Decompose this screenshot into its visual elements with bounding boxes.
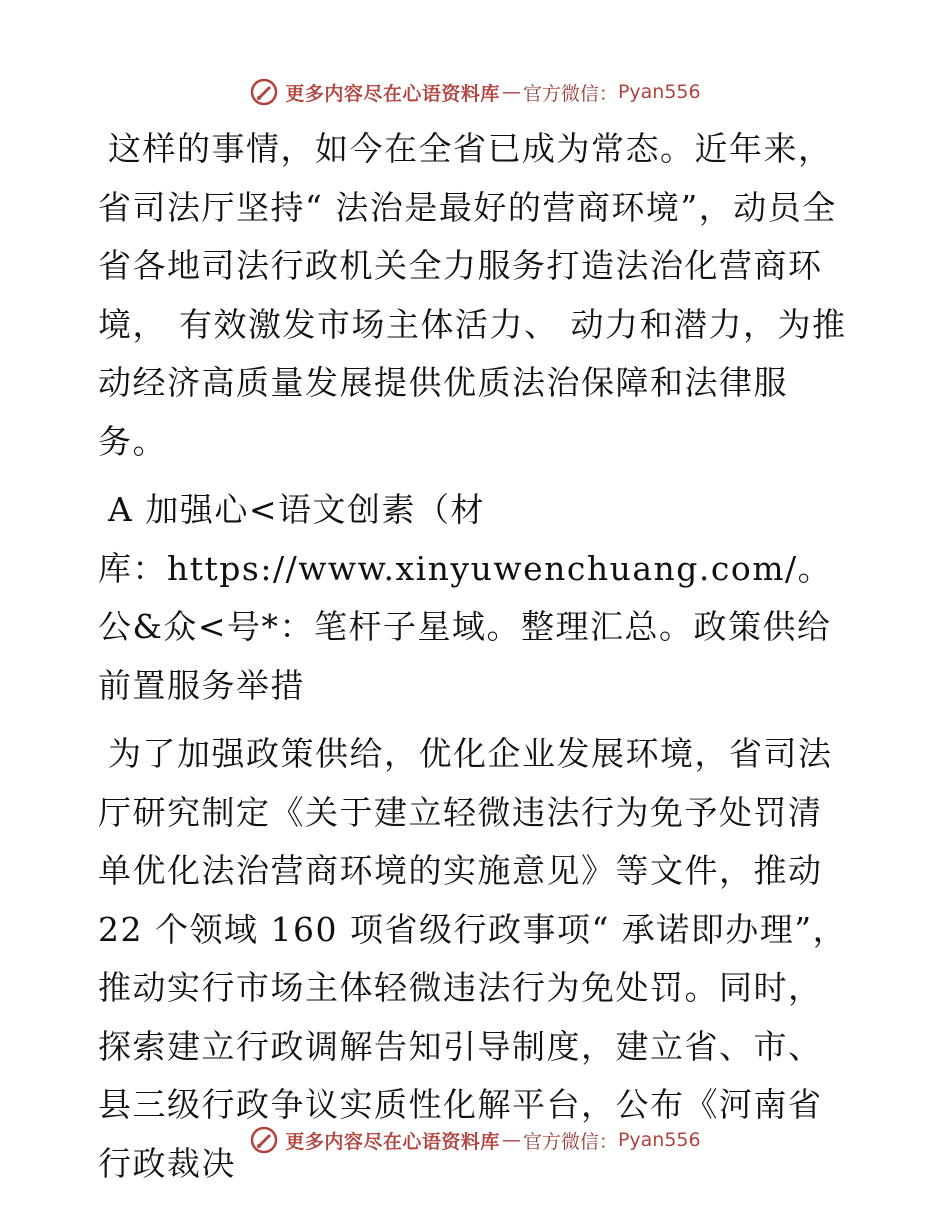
logo-icon bbox=[249, 77, 279, 107]
watermark-account-id: Pyan556 bbox=[617, 1129, 701, 1151]
paragraph-policy: 为了加强政策供给，优化企业发展环境，省司法厅研究制定《关于建立轻微违法行为免予处罚清单优化法治营商环境的实施意见》等文件，推动 22 个领域 160 项省级行政事项“ 承诺即办理”，推动实行市场主体轻微违法行为免处罚。同时，探索建立行政调解告知引导制度，建立省、市、县三级行政争议实质性化解平台，公布《河南省行政裁决 bbox=[98, 734, 848, 1183]
watermark-title: 更多内容尽在心语资料库 bbox=[285, 82, 500, 105]
watermark-title: 更多内容尽在心语资料库 bbox=[285, 1130, 500, 1153]
watermark-official-label: 官方微信： bbox=[522, 82, 618, 105]
section-heading bbox=[98, 481, 854, 715]
footer-watermark bbox=[0, 1120, 950, 1160]
document-body bbox=[98, 120, 854, 1193]
section-heading-prefix: A 加强心<语文创素（材 bbox=[108, 490, 485, 529]
section-heading-rest: 库：https://www.xinyuwenchuang.com/。公&众<号*：笔杆子星域。整理汇总。政策供给 前置服务举措 bbox=[98, 548, 844, 705]
watermark-official-label: 官方微信： bbox=[522, 1130, 618, 1153]
watermark-separator: — bbox=[501, 1129, 521, 1151]
watermark-separator: — bbox=[501, 81, 521, 103]
header-watermark bbox=[0, 72, 950, 112]
watermark-account-id: Pyan556 bbox=[617, 81, 701, 103]
logo-icon bbox=[249, 1125, 279, 1155]
paragraph-intro: 这样的事情，如今在全省已成为常态。近年来，省司法厅坚持“ 法治是最好的营商环境”，动员全省各地司法行政机关全力服务打造法治化营商环境， 有效激发市场主体活力、 动力和潜力，为推动经济高质量发展提供优质法治保障和法律服务。 bbox=[98, 129, 847, 461]
